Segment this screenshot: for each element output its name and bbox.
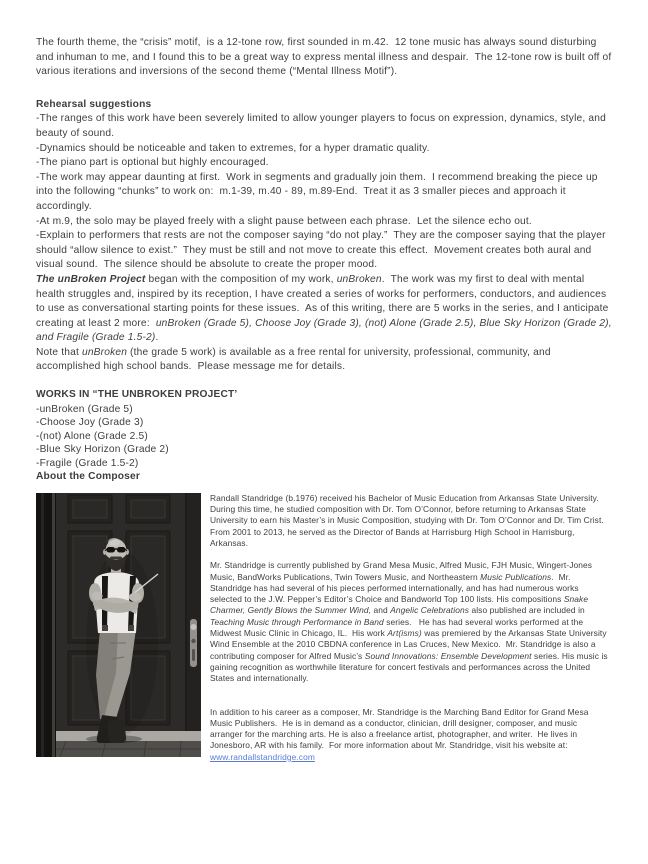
- rehearsal-item: -Explain to performers that rests are not the composer saying “do not play.” They are the composer saying that the player should “allow silence to exist.” They must be still and not move to create this effect. Movement creates both aural and visual sound. The silence should be absolute to create the proper mood.: [36, 230, 609, 271]
- rehearsal-heading: Rehearsal suggestions: [36, 98, 152, 110]
- about-composer-heading: About the Composer: [36, 471, 140, 483]
- rental-note-paragraph: Note that unBroken (the grade 5 work) is available as a free rental for university, professional, community, and accomplished high school bands. Please message me for details.: [36, 346, 554, 373]
- rehearsal-item: -At m.9, the solo may be played freely with a slight pause between each phrase. Let the silence echo out.: [36, 215, 532, 227]
- intro-paragraph: The fourth theme, the “crisis” motif, is a 12-tone row, first sounded in m.42. 12 tone music has always sound disturbing and inhuman to me, and I found this to be a great way to express mental illness and despair. The 12-tone row is built off of various iterations and inversions of the second theme (“Mental Illness Motif”).: [36, 37, 615, 78]
- works-list-item: -unBroken (Grade 5): [36, 403, 133, 415]
- bio-paragraph-1: Randall Standridge (b.1976) received his Bachelor of Music Education from Arkansas State University. During this time, he studied composition with Dr. Tom O’Connor, before returning to Arkansas State University to earn his Master’s in Music Composition, studying with Dr. Tom O’Connor and Dr. Tim Crist. From 2001 to 2013, he served as the Director of Bands at Harrisburg High School in Harrisburg, Arkansas.: [210, 492, 609, 548]
- composer-portrait-photo: [36, 493, 201, 757]
- works-list-item: -(not) Alone (Grade 2.5): [36, 430, 148, 442]
- bio-paragraph-2: Mr. Standridge is currently published by Grand Mesa Music, Alfred Music, FJH Music, Wingert-Jones Music, BandWorks Publications, Twin Towers Music, and Northeastern Music Publications. Mr. Standridge has had several of his pieces performed internationally, and has had numerous works selected to the J.W. Pepper’s Editor’s Choice and Bandworld Top 100 lists. His compositions Snake Charmer, Gently Blows the Summer Wind, and Angelic Celebrations also published are included in Teaching Music through Performance in Band series. He has had several works performed at the Midwest Music Clinic in Chicago, IL. His work Art(isms) was premiered by the Arkansas State University Wind Ensemble at the 2010 CBDNA conference in Las Cruces, New Mexico. Mr. Standridge is also a contributing composer for Alfred Music’s Sound Innovations: Ensemble Development series. His music is gaining recognition as worthwhile literature for concert festivals and performances across the United States and internationally.: [210, 560, 611, 684]
- works-heading: WORKS IN “THE UNBROKEN PROJECT’: [36, 389, 238, 401]
- composer-website-link[interactable]: www.randallstandridge.com: [210, 751, 315, 762]
- composer-row: [36, 493, 612, 763]
- bio-paragraph-3: In addition to his career as a composer, Mr. Standridge is the Marching Band Editor for Grand Mesa Music Publishers. He is in demand as a conductor, clinician, drill designer, composer, and music arranger for the marching arts. He is also a freelance artist, photographer, and writer. He lives in Jonesboro, AR with his family. For more information about Mr. Standridge, visit his website at:: [210, 706, 591, 751]
- works-list-item: -Fragile (Grade 1.5-2): [36, 457, 139, 469]
- works-list-item: -Blue Sky Horizon (Grade 2): [36, 444, 169, 456]
- works-list-item: -Choose Joy (Grade 3): [36, 417, 144, 429]
- rehearsal-item: -The work may appear daunting at first. Work in segments and gradually join them. I recommend breaking the piece up into the following “chunks” to work on: m.1-39, m.40 - 89, m.89-End. Treat it as 3 smaller pieces and approach it accordingly.: [36, 171, 601, 212]
- rehearsal-item: -The ranges of this work have been severely limited to allow younger players to focus on expression, dynamics, style, and beauty of sound.: [36, 113, 609, 139]
- composer-photo-illustration: [36, 493, 201, 757]
- rehearsal-section: [36, 98, 612, 273]
- rehearsal-item: -Dynamics should be noticeable and taken to extremes, for a hyper dramatic quality.: [36, 142, 430, 154]
- unbroken-project-paragraph: The unBroken Project began with the composition of my work, unBroken. The work was my first to deal with mental health struggles and, inspired by its reception, I have created a series of works for performers, conductors, and audiences to use as conversational starting points for these issues. As of this writing, there are 5 works in the series, and I anticipate creating at least 2 more: unBroken (Grade 5), Choose Joy (Grade 3), (not) Alone (Grade 2.5), Blue Sky Horizon (Grade 2), and Fragile (Grade 1.5-2).: [36, 273, 615, 344]
- rehearsal-item: -The piano part is optional but highly encouraged.: [36, 157, 269, 169]
- composer-bio: [210, 493, 612, 763]
- works-section: [36, 388, 612, 470]
